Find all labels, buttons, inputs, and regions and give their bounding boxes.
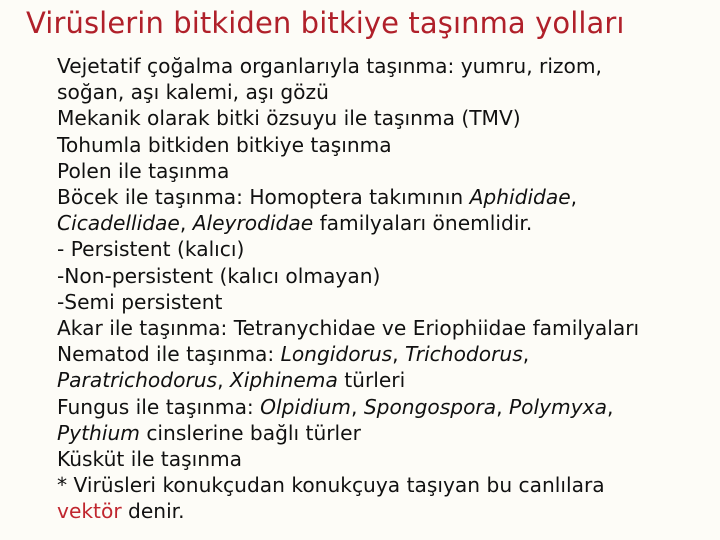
text-segment: soğan, aşı kalemi, aşı gözü bbox=[57, 80, 329, 105]
text-segment: Mekanik olarak bitki özsuyu ile taşınma (TMV) bbox=[57, 106, 521, 131]
italic-term: Longidorus bbox=[280, 342, 393, 367]
italic-term: Xiphinema bbox=[229, 368, 338, 393]
text-line bbox=[57, 263, 717, 289]
text-segment: Akar ile taşınma: Tetranychidae ve Eriophiidae familyaları bbox=[57, 316, 640, 341]
text-segment: türleri bbox=[337, 368, 406, 393]
italic-term: Pythium bbox=[57, 420, 140, 445]
text-line bbox=[57, 420, 717, 446]
text-line bbox=[57, 367, 717, 393]
text-segment: familyaları önemlidir. bbox=[313, 211, 533, 236]
text-line bbox=[57, 236, 717, 262]
slide-body bbox=[57, 53, 717, 525]
highlight-term: vektör bbox=[57, 499, 122, 524]
text-line bbox=[57, 79, 717, 105]
text-segment: Tohumla bitkiden bitkiye taşınma bbox=[57, 132, 392, 157]
text-line bbox=[57, 105, 717, 131]
text-segment: Vejetatif çoğalma organlarıyla taşınma: yumru, rizom, bbox=[57, 54, 602, 78]
italic-term: Paratrichodorus bbox=[57, 368, 218, 393]
text-line bbox=[57, 53, 717, 79]
italic-term: Trichodorus bbox=[405, 342, 523, 367]
text-segment: Küsküt ile taşınma bbox=[57, 447, 243, 472]
text-segment: -Semi persistent bbox=[57, 289, 223, 314]
text-segment: - Persistent (kalıcı) bbox=[57, 237, 245, 262]
text-line bbox=[57, 472, 717, 498]
italic-term: Aleyrodidae bbox=[192, 211, 314, 236]
text-segment: , bbox=[350, 394, 364, 419]
text-line bbox=[57, 394, 717, 420]
text-line bbox=[57, 315, 717, 341]
text-line bbox=[57, 158, 717, 184]
italic-term: Cicadellidae bbox=[57, 211, 180, 236]
text-segment: , bbox=[570, 185, 578, 210]
text-segment: Fungus ile taşınma: bbox=[57, 394, 261, 419]
text-segment: , bbox=[179, 211, 193, 236]
text-line bbox=[57, 132, 717, 158]
italic-term: Polymyxa bbox=[508, 394, 607, 419]
text-segment: Nematod ile taşınma: bbox=[57, 342, 281, 367]
text-segment: Polen ile taşınma bbox=[57, 158, 230, 183]
italic-term: Olpidium bbox=[260, 394, 351, 419]
text-line bbox=[57, 210, 717, 236]
text-line bbox=[57, 184, 717, 210]
text-line bbox=[57, 341, 717, 367]
italic-term: Spongospora bbox=[363, 394, 497, 419]
text-line bbox=[57, 498, 717, 524]
text-segment: , bbox=[606, 394, 614, 419]
text-segment: , bbox=[522, 342, 530, 367]
text-segment: -Non-persistent (kalıcı olmayan) bbox=[57, 263, 381, 288]
text-line bbox=[57, 446, 717, 472]
text-segment: , bbox=[496, 394, 509, 419]
text-segment: , bbox=[217, 368, 230, 393]
text-line bbox=[57, 289, 717, 315]
text-segment: cinslerine bağlı türler bbox=[139, 420, 361, 445]
italic-term: Aphididae bbox=[469, 185, 571, 210]
text-segment: Böcek ile taşınma: Homoptera takımının bbox=[57, 185, 470, 210]
slide-title: Virüslerin bitkiden bitkiye taşınma yolları bbox=[26, 6, 625, 40]
text-segment: * Virüsleri konukçudan konukçuya taşıyan bu canlılara bbox=[57, 473, 605, 498]
text-segment: denir. bbox=[121, 499, 185, 524]
text-segment: , bbox=[392, 342, 406, 367]
